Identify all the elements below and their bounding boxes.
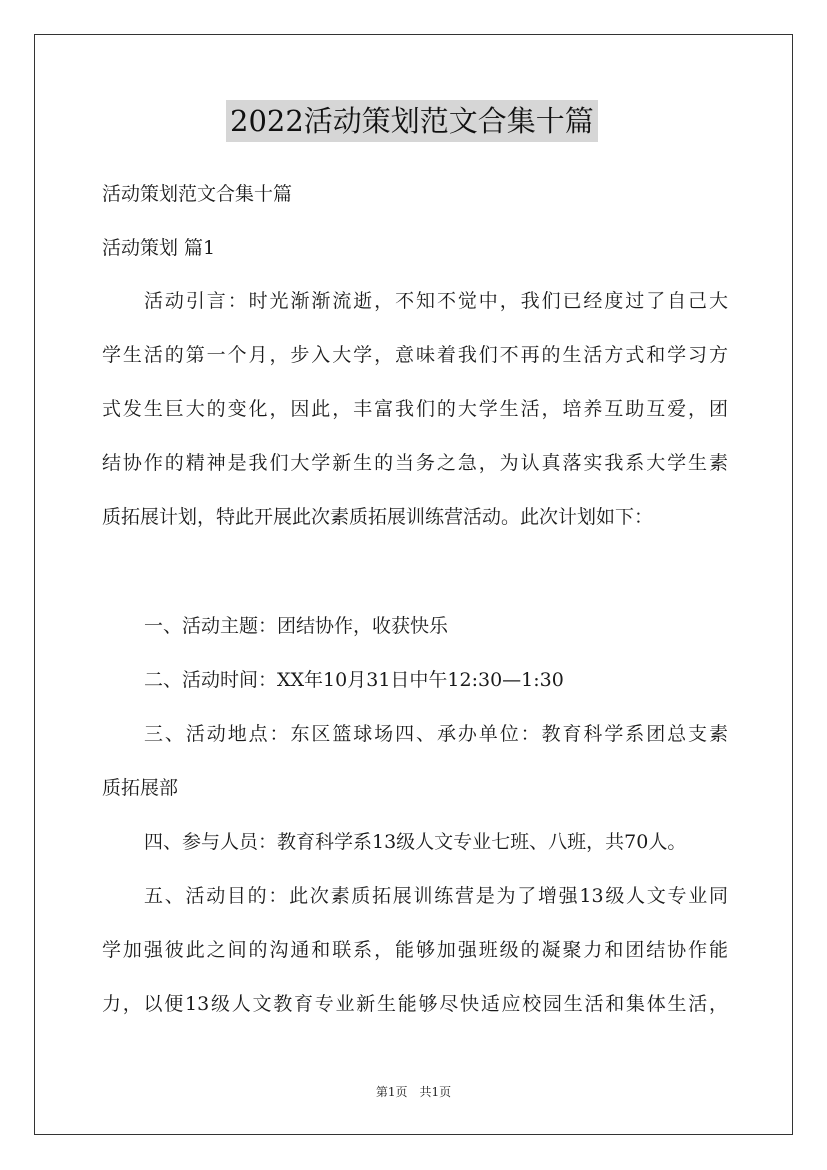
item-participants: 四、参与人员：教育科学系13级人文专业七班、八班，共70人。 bbox=[144, 831, 687, 853]
item-purpose-line-3: 力，以便13级人文教育专业新生能够尽快适应校园生活和集体生活， bbox=[102, 993, 728, 1015]
item-purpose-line-1: 五、活动目的：此次素质拓展训练营是为了增强13级人文专业同 bbox=[144, 885, 728, 907]
intro-line-4: 结协作的精神是我们大学新生的当务之急，为认真落实我系大学生素 bbox=[102, 452, 728, 474]
item-theme: 一、活动主题：团结协作，收获快乐 bbox=[144, 615, 449, 637]
item-purpose-line-2: 学加强彼此之间的沟通和联系，能够加强班级的凝聚力和团结协作能 bbox=[102, 939, 728, 961]
item-place-line-2: 质拓展部 bbox=[102, 777, 179, 799]
item-place-line-1: 三、活动地点：东区篮球场四、承办单位：教育科学系团总支素 bbox=[144, 723, 728, 745]
document-title: 2022活动策划范文合集十篇 bbox=[226, 100, 598, 142]
section-heading: 活动策划 篇1 bbox=[102, 237, 216, 259]
intro-line-3: 式发生巨大的变化，因此，丰富我们的大学生活，培养互助互爱，团 bbox=[102, 398, 728, 420]
intro-line-2: 学生活的第一个月，步入大学，意味着我们不再的生活方式和学习方 bbox=[102, 344, 728, 366]
intro-line-1: 活动引言：时光渐渐流逝，不知不觉中，我们已经度过了自己大 bbox=[144, 290, 728, 312]
page-number-footer: 第1页 共1页 bbox=[375, 1085, 452, 1099]
document-subtitle: 活动策划范文合集十篇 bbox=[102, 183, 293, 205]
intro-line-5: 质拓展计划，特此开展此次素质拓展训练营活动。此次计划如下： bbox=[102, 506, 654, 528]
item-time: 二、活动时间：XX年10月31日中午12:30—1:30 bbox=[144, 669, 564, 691]
